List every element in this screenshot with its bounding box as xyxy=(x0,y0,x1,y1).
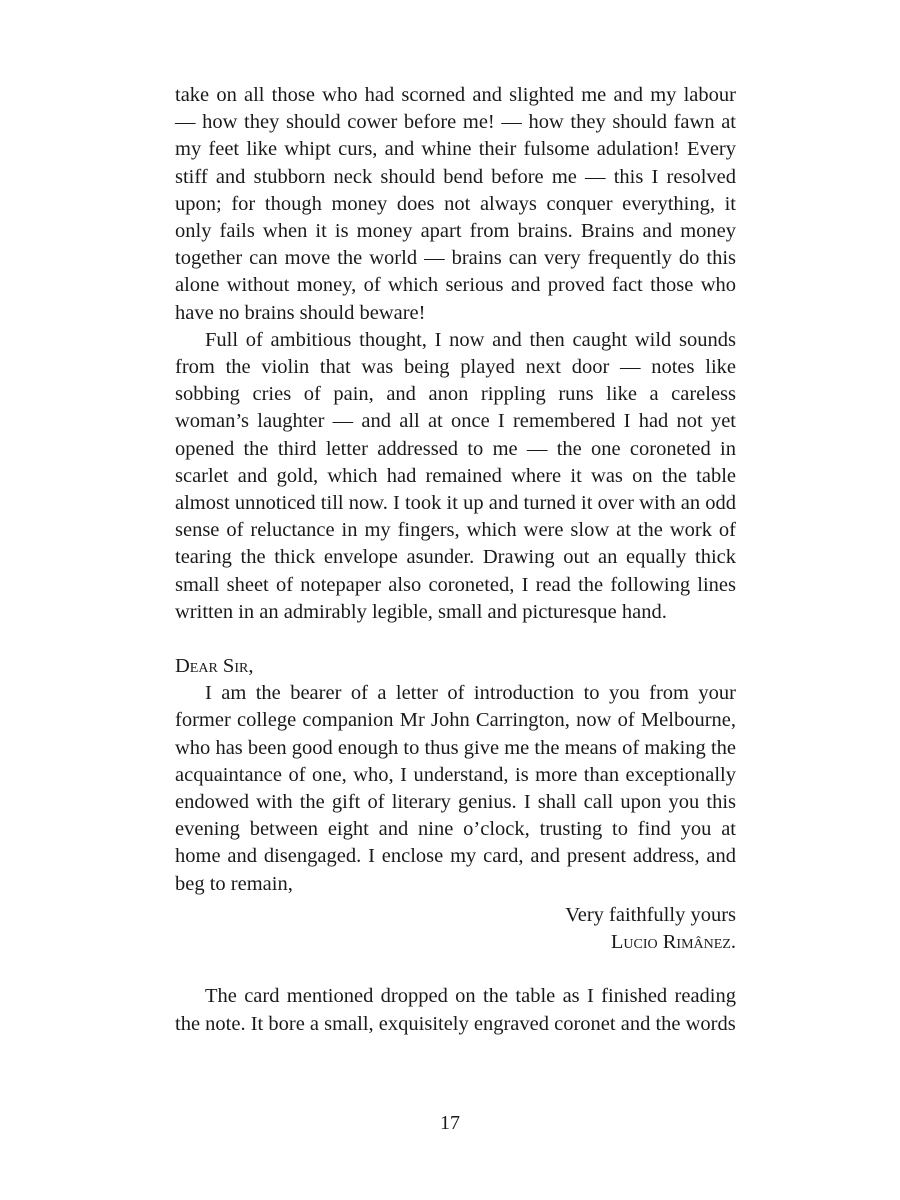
paragraph-card: The card mentioned dropped on the table as I finished reading the note. It bore a small, exquisitely engraved coronet and the words xyxy=(175,985,736,1035)
letter-salutation: Dear Sir, xyxy=(175,655,254,678)
paragraph-continuation: take on all those who had scorned and slighted me and my labour — how they should cower before me! — how they should fawn at my feet like whipt curs, and whine their fulsome adulation! Every stiff and stubborn neck should bend before me — this I resolved upon; for though money does not always conquer everything, it only fails when it is money apart from brains. Brains and money together can move the world — brains can very frequently do this alone without money, of which serious and proved fact those who have no brains should beware! xyxy=(175,84,736,324)
book-page-text xyxy=(175,82,736,1038)
letter-closing: Very faithfully yours xyxy=(565,903,736,926)
letter xyxy=(175,653,736,956)
page-number: 17 xyxy=(440,1112,460,1134)
letter-body: I am the bearer of a letter of introduction to you from your former college companion Mr John Carrington, now of Melbourne, who has been good enough to thus give me the means of making the acquaintance of one, who, I understand, is more than exceptionally endowed with the gift of literary genius. I shall call upon you this evening between eight and nine o’clock, trusting to find you at home and disengaged. I enclose my card, and present address, and beg to remain, xyxy=(175,682,736,895)
paragraph-violin: Full of ambitious thought, I now and then caught wild sounds from the violin that was being played next door — notes like sobbing cries of pain, and anon rippling runs like a careless woman’s laughter — and all at once I remembered I had not yet opened the third letter addressed to me — the one coroneted in scarlet and gold, which had remained where it was on the table almost unnoticed till now. I took it up and turned it over with an odd sense of reluctance in my fingers, which were slow at the work of tearing the thick envelope asunder. Drawing out an equally thick small sheet of notepaper also coroneted, I read the following lines written in an admirably legible, small and picturesque hand. xyxy=(175,328,736,623)
letter-signature: Lucio Rimânez. xyxy=(610,931,736,954)
